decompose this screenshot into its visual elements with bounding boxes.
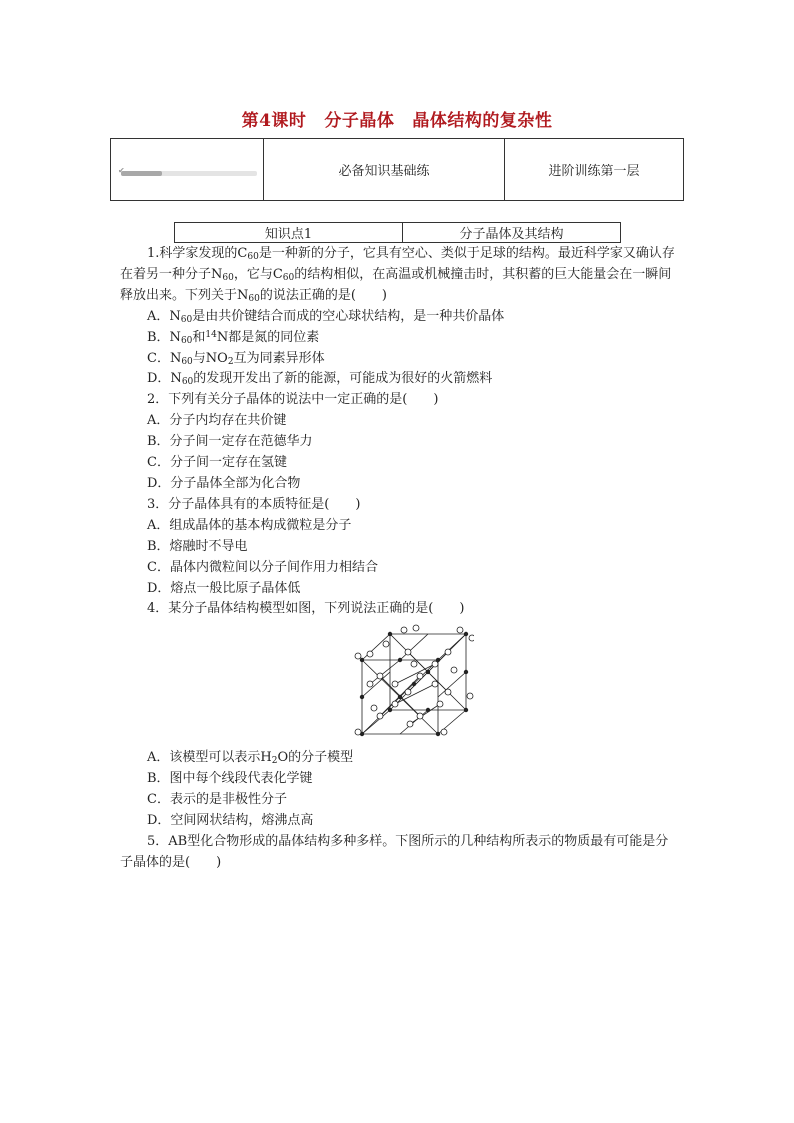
question-1-option-a: A．$N_{60}$是由共价键结合而成的空心球状结构，是一种共价晶体 bbox=[147, 308, 505, 325]
question-1-stem: 1.科学家发现的$C_{60}$是一种新的分子，它具有空心、类似于足球的结构。最近科学家又确认存在着另一种分子$N_{60}$，它与$C_{60}$的结构相似，在高温或机械撞击时，其积蓄的巨大能量会在一瞬间释放出来。下列关于$N_{60}$的说法正确的是( ) bbox=[120, 246, 675, 304]
question-2-option-c: C．分子间一定存在氢键 bbox=[147, 455, 287, 471]
title-lesson: 第4课时 bbox=[241, 111, 307, 131]
crystal-structure-figure bbox=[350, 624, 474, 738]
question-1-option-d: D．$N_{60}$的发现开发出了新的能源，可能成为很好的火箭燃料 bbox=[147, 371, 493, 388]
question-1-option-c: C．$N_{60}$与$NO_2$互为同素异形体 bbox=[147, 350, 325, 367]
question-3-option-b: B．熔融时不导电 bbox=[147, 538, 248, 554]
question-3-option-d: D．熔点一般比原子晶体低 bbox=[147, 580, 301, 596]
check-icon: ✔ bbox=[118, 166, 125, 175]
question-4-option-b: B．图中每个线段代表化学键 bbox=[147, 771, 313, 787]
question-5-stem: 5．AB型化合物形成的晶体结构多种多样。下图所示的几种结构所表示的物质最有可能是分子晶体的是( ) bbox=[120, 833, 669, 870]
progress-fill bbox=[121, 171, 162, 176]
progress-bar bbox=[118, 166, 257, 176]
question-2-option-b: B．分子间一定存在范德华力 bbox=[147, 434, 313, 450]
question-3-option-c: C．晶体内微粒间以分子间作用力相结合 bbox=[147, 559, 378, 575]
question-content bbox=[120, 244, 676, 874]
question-4-option-a: A．该模型可以表示$H_2O$的分子模型 bbox=[147, 750, 354, 767]
question-3-stem: 3．分子晶体具有的本质特征是( ) bbox=[147, 496, 361, 512]
question-3-option-a: A．组成晶体的基本构成微粒是分子 bbox=[147, 517, 352, 533]
header-table bbox=[110, 138, 684, 201]
progress-cell bbox=[111, 139, 264, 201]
question-4-option-d: D．空间网状结构，熔沸点高 bbox=[147, 813, 314, 829]
page-title bbox=[0, 106, 794, 131]
question-1-option-b: B．$N_{60}$和$^{14}$N都是氮的同位素 bbox=[147, 329, 320, 346]
knowledge-point-table bbox=[174, 222, 621, 243]
question-2-stem: 2．下列有关分子晶体的说法中一定正确的是( ) bbox=[147, 392, 439, 408]
question-4-option-c: C．表示的是非极性分子 bbox=[147, 792, 287, 808]
header-advanced-training: 进阶训练第一层 bbox=[505, 139, 684, 201]
question-2-option-d: D．分子晶体全部为化合物 bbox=[147, 475, 301, 491]
knowledge-point-topic: 分子晶体及其结构 bbox=[403, 223, 621, 243]
header-basic-practice: 必备知识基础练 bbox=[264, 139, 505, 201]
title-part2: 晶体结构的复杂性 bbox=[412, 111, 553, 131]
question-4-stem: 4．某分子晶体结构模型如图，下列说法正确的是( ) bbox=[147, 601, 465, 617]
knowledge-point-label: 知识点1 bbox=[175, 223, 403, 243]
question-2-option-a: A．分子内均存在共价键 bbox=[147, 413, 287, 429]
title-part1: 分子晶体 bbox=[324, 111, 395, 131]
